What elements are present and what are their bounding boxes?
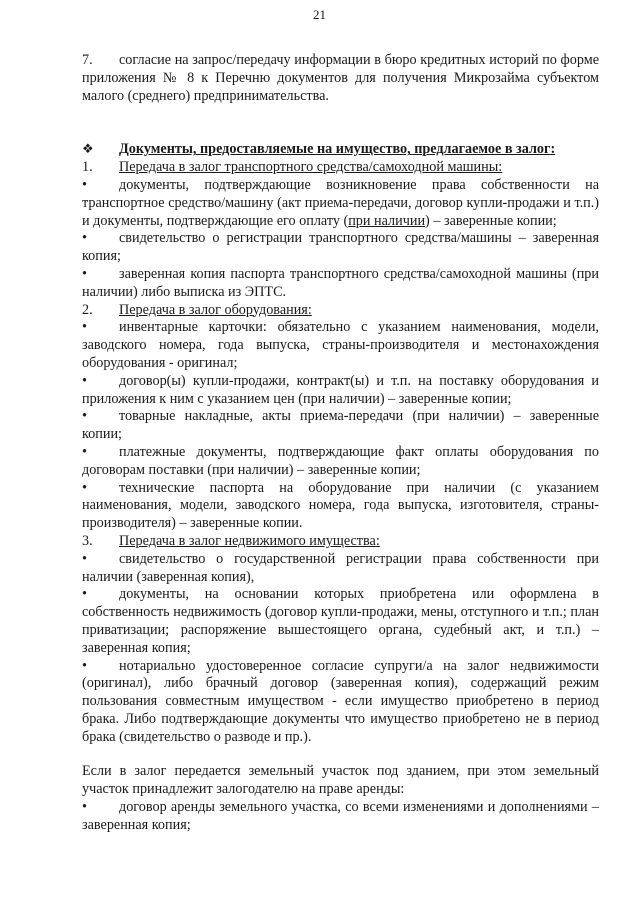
bullet-icon: • bbox=[82, 479, 87, 496]
section-title: Документы, предоставляемые на имущество, предлагаемое в залог: bbox=[119, 141, 556, 158]
section-heading bbox=[82, 140, 599, 159]
equipment-label: 2. bbox=[82, 301, 93, 318]
realty-title: Передача в залог недвижимого имущества: bbox=[119, 532, 380, 549]
bullet-icon: • bbox=[82, 372, 87, 389]
page-number: 21 bbox=[313, 7, 326, 22]
vehicles-heading bbox=[82, 159, 599, 177]
bullet-icon: • bbox=[82, 550, 87, 567]
land-intro: Если в залог передается земельный участок под зданием, при этом земельный участок принадлежит залогодателю на праве аренды: bbox=[82, 763, 599, 798]
item-7-text: согласие на запрос/передачу информации в бюро кредитных историй по форме приложения № 8 к Перечню документов для получения Микрозайма субъектом малого (среднего) предпринимательства. bbox=[82, 52, 599, 104]
list-item: • заверенная копия паспорта транспортного средства/самоходной машины (при наличии) либо выписка из ЭПТС. bbox=[82, 265, 599, 300]
vehicles-label: 1. bbox=[82, 159, 93, 176]
bullet-icon: • bbox=[82, 176, 87, 193]
bullet-icon: • bbox=[82, 799, 87, 816]
bullet-icon: • bbox=[82, 265, 87, 282]
realty-heading bbox=[82, 533, 599, 551]
equipment-heading bbox=[82, 302, 599, 320]
list-item: • технические паспорта на оборудование при наличии (с указанием наименования, модели, заводского номера, года выпуска, изготовителя, страны-производителя) – заверенные копии. bbox=[82, 479, 599, 532]
list-item: • инвентарные карточки: обязательно с указанием наименования, модели, заводского номера, года выпуска, страны-производителя и местонахождения оборудования - оригинал; bbox=[82, 319, 599, 371]
document-body bbox=[82, 52, 599, 835]
bullet-icon: • bbox=[82, 408, 87, 425]
vehicles-title: Передача в залог транспортного средства/самоходной машины: bbox=[119, 159, 503, 176]
list-item: • свидетельство о государственной регистрации права собственности при наличии (заверенная копия), bbox=[82, 550, 599, 585]
list-item: • договор аренды земельного участка, со всеми изменениями и дополнениями – заверенная копия; bbox=[82, 799, 599, 833]
bullet-icon: • bbox=[82, 230, 87, 247]
bullet-icon: • bbox=[82, 586, 87, 603]
item-7 bbox=[82, 52, 599, 105]
list-item: • документы, на основании которых приобретена или оформлена в собственность недвижимость (договор купли-продажи, мены, отступного и т.п.; план приватизации; распоряжение вышестоящего органа, судебный акт, и т.п.) – заверенная копия; bbox=[82, 586, 599, 656]
list-item: • договор(ы) купли-продажи, контракт(ы) и т.п. на поставку оборудования и приложения к ним с указанием цен (при наличии) – заверенные копии; bbox=[82, 372, 599, 407]
list-item: • товарные накладные, акты приема-передачи (при наличии) – заверенные копии; bbox=[82, 408, 599, 443]
item-7-label: 7. bbox=[82, 52, 93, 68]
bullet-icon: • bbox=[82, 443, 87, 460]
equipment-title: Передача в залог оборудования: bbox=[119, 301, 312, 318]
diamond-bullet-icon: ❖ bbox=[82, 141, 94, 157]
list-item: • нотариально удостоверенное согласие супруги/а на залог недвижимости (оригинал), либо брачный договор (заверенная копия), содержащий режим пользования совместным имуществом - если имущество приобретено в период брака. Либо подтверждающие документы что имущество приобретено не в период брака (свидетельство о разводе и пр.). bbox=[82, 657, 599, 745]
bullet-icon: • bbox=[82, 319, 87, 336]
list-item: • свидетельство о регистрации транспортного средства/машины – заверенная копия; bbox=[82, 230, 599, 265]
list-item: • платежные документы, подтверждающие факт оплаты оборудования по договорам поставки (при наличии) – заверенные копии; bbox=[82, 443, 599, 478]
realty-label: 3. bbox=[82, 532, 93, 549]
list-item: • документы, подтверждающие возникновение права собственности на транспортное средство/машину (акт приема-передачи, договор купли-продажи и т.п.) и документы, подтверждающие его оплату (при наличии) – заверенные копии; bbox=[82, 176, 599, 229]
bullet-icon: • bbox=[82, 657, 87, 674]
